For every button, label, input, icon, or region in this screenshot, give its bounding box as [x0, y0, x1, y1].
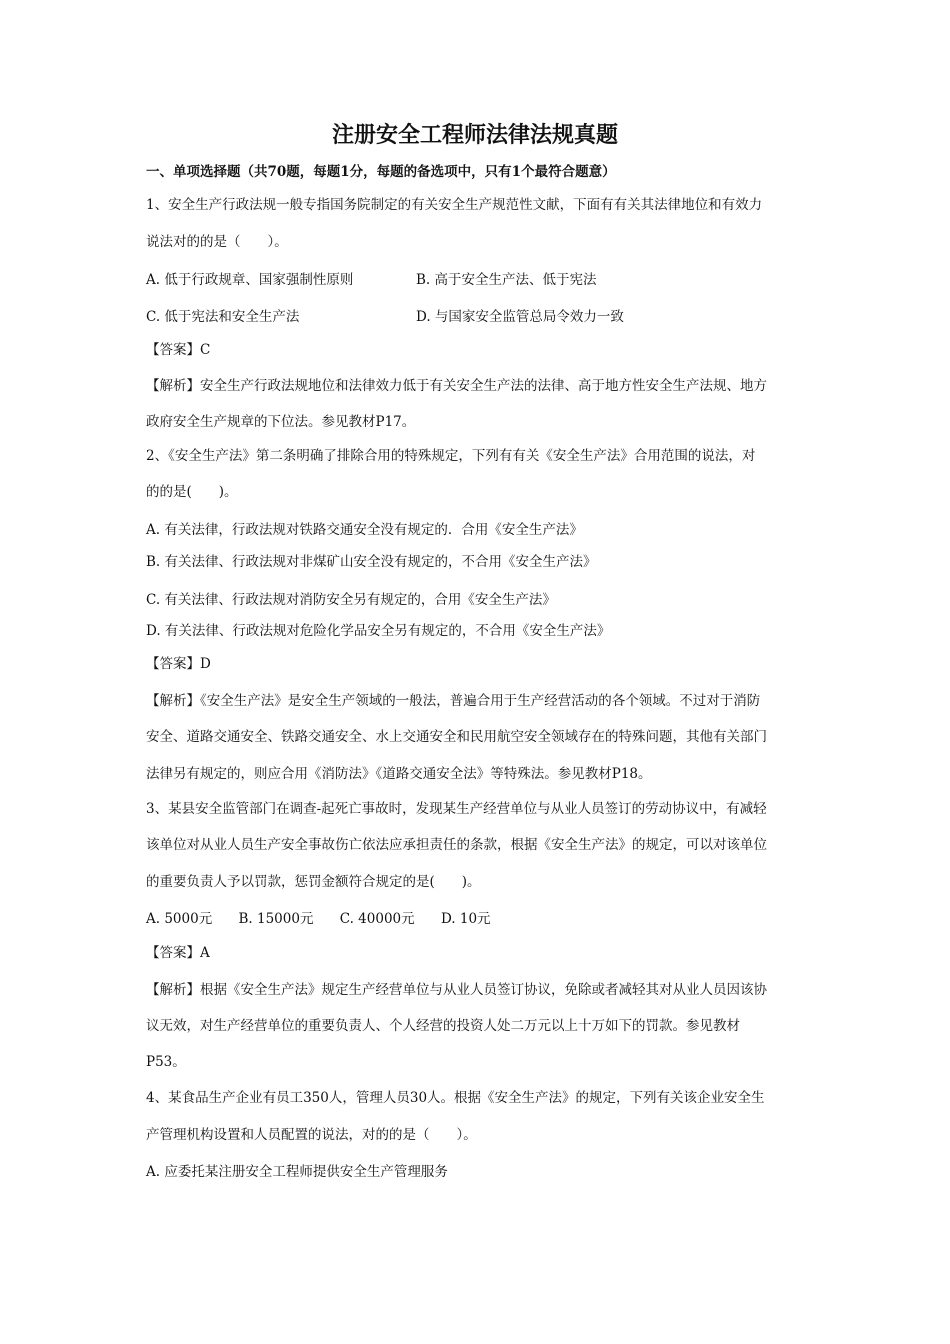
q3-options-row [146, 909, 811, 929]
q4-stem-line2: 产管理机构设置和人员配置的说法，对的的是（ ）。 [146, 1127, 477, 1143]
q1-option-a: A. 低于行政规章、国家强制性原则 [146, 272, 354, 288]
q2-option-c: C. 有关法律、行政法规对消防安全另有规定的，合用《安全生产法》 [146, 592, 556, 608]
q2-option-a: A. 有关法律，行政法规对铁路交通安全没有规定的．合用《安全生产法》 [146, 522, 583, 538]
section-header: 一、单项选择题（共70题，每题1分，每题的备选项中，只有1个最符合题意） [146, 164, 616, 180]
q1-answer: 【答案】C [146, 342, 211, 358]
q3-option-d: D. 10元 [440, 911, 491, 927]
q2-analysis-line3: 法律另有规定的，则应合用《消防法》《道路交通安全法》等特殊法。参见教材P18。 [146, 766, 652, 782]
q2-analysis-line1: 【解析】《安全生产法》是安全生产领域的一般法，普遍合用于生产经营活动的各个领域。不过对于消防 [146, 693, 761, 709]
q2-stem-line1: 2、《安全生产法》第二条明确了排除合用的特殊规定，下列有有关《安全生产法》合用范围的说法，对 [146, 448, 756, 464]
q3-analysis-line2: 议无效，对生产经营单位的重要负责人、个人经营的投资人处二万元以上十万如下的罚款。参见教材 [146, 1018, 740, 1034]
q1-analysis-line1: 【解析】安全生产行政法规地位和法律效力低于有关安全生产法的法律、高于地方性安全生产法规、地方 [146, 378, 767, 394]
q2-option-d: D. 有关法律、行政法规对危险化学品安全另有规定的，不合用《安全生产法》 [146, 623, 611, 639]
q3-analysis-line3: P53。 [146, 1054, 186, 1070]
q2-option-b: B. 有关法律、行政法规对非煤矿山安全没有规定的，不合用《安全生产法》 [146, 554, 597, 570]
q3-option-b: B. 15000元 [238, 911, 314, 927]
document-title: 注册安全工程师法律法规真题 [331, 122, 618, 148]
q1-option-d: D. 与国家安全监管总局令效力一致 [416, 309, 624, 325]
q1-options-row1 [146, 270, 811, 290]
q2-stem-line2: 的的是( )。 [146, 484, 238, 500]
q1-analysis-line2: 政府安全生产规章的下位法。参见教材P17。 [146, 414, 416, 430]
q3-stem-line2: 该单位对从业人员生产安全事故伤亡依法应承担责任的条款，根据《安全生产法》的规定，可以对该单位 [146, 837, 767, 853]
q3-option-a: A. 5000元 [146, 911, 213, 927]
q3-stem-line3: 的重要负责人予以罚款，惩罚金额符合规定的是( )。 [146, 874, 481, 890]
q3-analysis-line1: 【解析】根据《安全生产法》规定生产经营单位与从业人员签订协议，免除或者减轻其对从业人员因该协 [146, 982, 767, 998]
q3-answer: 【答案】A [146, 945, 210, 961]
q1-option-b: B. 高于安全生产法、低于宪法 [416, 272, 597, 288]
q2-analysis-line2: 安全、道路交通安全、铁路交通安全、水上交通安全和民用航空安全领域存在的特殊问题，其他有关部门 [146, 729, 767, 745]
q1-stem-line1: 1、安全生产行政法规一般专指国务院制定的有关安全生产规范性文献，下面有有关其法律地位和有效力 [146, 197, 763, 213]
q3-option-c: C. 40000元 [339, 911, 415, 927]
q4-stem-line1: 4、某食品生产企业有员工350人，管理人员30人。根据《安全生产法》的规定，下列有关该企业安全生 [146, 1090, 765, 1106]
q1-options-row2 [146, 307, 811, 327]
q1-option-c: C. 低于宪法和安全生产法 [146, 309, 300, 325]
q3-stem-line1: 3、某县安全监管部门在调查-起死亡事故时，发现某生产经营单位与从业人员签订的劳动协议中，有减轻 [146, 801, 767, 817]
q2-answer: 【答案】D [146, 656, 211, 672]
q1-stem-line2: 说法对的的是（ ）。 [146, 234, 288, 250]
q4-option-a: A. 应委托某注册安全工程师提供安全生产管理服务 [146, 1164, 448, 1180]
